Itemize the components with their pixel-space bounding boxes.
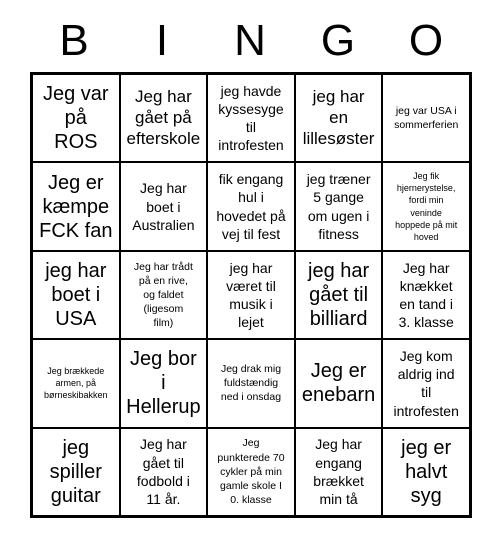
header-letter-i: I bbox=[155, 16, 169, 65]
bingo-cell-r1c2[interactable] bbox=[120, 74, 208, 162]
cell-text: Jeg fik hjernerystelse, fordi min veninde hoppede på mit hoved bbox=[395, 171, 458, 242]
cell-text: Jeg har trådt på en rive, og faldet (ligesom film) bbox=[133, 260, 193, 330]
bingo-cell-r4c1[interactable] bbox=[32, 339, 120, 427]
bingo-cell-r2c5[interactable] bbox=[382, 162, 470, 250]
header-letter-n: N bbox=[234, 16, 266, 65]
bingo-cell-r2c4[interactable] bbox=[295, 162, 383, 250]
bingo-cell-r1c5[interactable] bbox=[382, 74, 470, 162]
cell-text: jeg har en lillesøster bbox=[302, 87, 375, 148]
bingo-cell-r4c4[interactable] bbox=[295, 339, 383, 427]
bingo-cell-r4c5[interactable] bbox=[382, 339, 470, 427]
header-letter-g: G bbox=[320, 16, 356, 65]
bingo-cell-r3c2[interactable] bbox=[120, 251, 208, 339]
bingo-cell-r1c3[interactable] bbox=[207, 74, 295, 162]
cell-text: jeg spiller guitar bbox=[49, 436, 102, 507]
bingo-cell-r3c3[interactable] bbox=[207, 251, 295, 339]
bingo-cell-r3c4[interactable] bbox=[295, 251, 383, 339]
cell-text: Jeg er enebarn bbox=[301, 360, 376, 407]
bingo-cell-r2c3[interactable] bbox=[207, 162, 295, 250]
bingo-cell-r1c4[interactable] bbox=[295, 74, 383, 162]
header-letter-o: O bbox=[408, 16, 444, 65]
cell-text: Jeg har engang brækket min tå bbox=[313, 436, 364, 507]
cell-text: jeg har været til musik i lejet bbox=[226, 259, 276, 331]
cell-text: jeg var USA i sommerferien bbox=[394, 105, 459, 132]
cell-text: jeg træner 5 gange om ugen i fitness bbox=[306, 171, 371, 242]
bingo-cell-r5c3[interactable] bbox=[207, 428, 295, 516]
cell-text: Jeg er kæmpe FCK fan bbox=[39, 171, 113, 242]
cell-text: Jeg bor i Hellerup bbox=[126, 348, 201, 419]
cell-text: jeg er halvt syg bbox=[401, 436, 452, 507]
bingo-cell-r4c3[interactable] bbox=[207, 339, 295, 427]
cell-text: Jeg punkterede 70 cykler på min gamle skole I 0. klasse bbox=[217, 437, 285, 507]
bingo-cell-r2c1[interactable] bbox=[32, 162, 120, 250]
cell-text: Jeg har knækket en tand i 3. klasse bbox=[398, 259, 454, 331]
bingo-cell-r3c1[interactable] bbox=[32, 251, 120, 339]
cell-text: Jeg har boet i Australien bbox=[132, 180, 195, 233]
bingo-cell-r1c1[interactable] bbox=[32, 74, 120, 162]
bingo-cell-r5c4[interactable] bbox=[295, 428, 383, 516]
cell-text: jeg havde kyssesyge til introfesten bbox=[218, 82, 284, 154]
cell-text: Jeg var på ROS bbox=[43, 83, 109, 154]
cell-text: Jeg har gået til fodbold i 11 år. bbox=[136, 436, 190, 507]
cell-text: jeg har gået til billiard bbox=[308, 259, 370, 330]
cell-text: jeg har boet i USA bbox=[45, 259, 107, 330]
bingo-cell-r4c2[interactable] bbox=[120, 339, 208, 427]
cell-text: Jeg brækkede armen, på børneskibakken bbox=[44, 366, 108, 401]
bingo-cell-r2c2[interactable] bbox=[120, 162, 208, 250]
bingo-cell-r5c1[interactable] bbox=[32, 428, 120, 516]
bingo-grid bbox=[30, 72, 472, 518]
bingo-cell-r3c5[interactable] bbox=[382, 251, 470, 339]
bingo-cell-r5c2[interactable] bbox=[120, 428, 208, 516]
bingo-header bbox=[30, 0, 470, 72]
bingo-cell-r5c5[interactable] bbox=[382, 428, 470, 516]
cell-text: Jeg har gået på efterskole bbox=[126, 87, 201, 148]
cell-text: fik engang hul i hovedet på vej til fest bbox=[216, 171, 286, 242]
header-letter-b: B bbox=[59, 16, 89, 65]
cell-text: Jeg drak mig fuldstændig ned i onsdag bbox=[220, 363, 282, 404]
cell-text: Jeg kom aldrig ind til introfesten bbox=[393, 348, 459, 419]
